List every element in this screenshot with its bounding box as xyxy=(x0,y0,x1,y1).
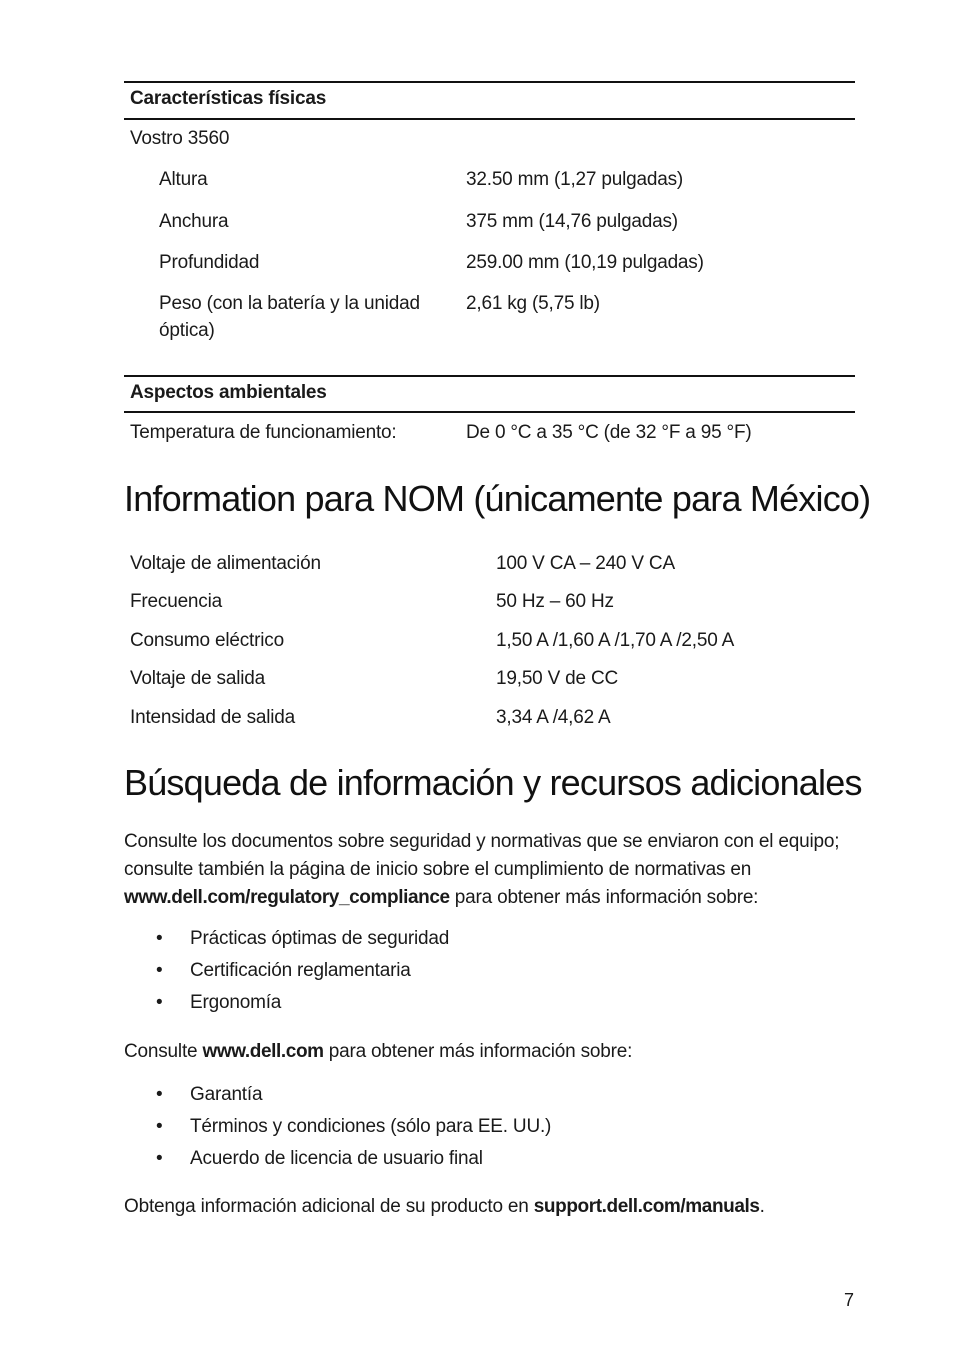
dell-link[interactable]: www.dell.com xyxy=(202,1041,324,1062)
para-text: . xyxy=(759,1196,765,1217)
nom-label: Voltaje de alimentación xyxy=(130,553,321,574)
spec-label: Profundidad xyxy=(159,252,260,273)
nom-label: Voltaje de salida xyxy=(130,668,265,689)
para-line xyxy=(124,884,864,912)
table-top-rule xyxy=(124,81,855,83)
bullet-dot: • xyxy=(156,960,163,981)
para-line: consulte también la página de inicio sobre el cumplimiento de normativas en xyxy=(124,859,752,880)
para-text: Consulte xyxy=(124,1041,203,1062)
env-top-rule xyxy=(124,375,855,377)
list-item: Certificación reglamentaria xyxy=(190,960,411,981)
spec-value: 375 mm (14,76 pulgadas) xyxy=(466,211,678,232)
nom-value: 3,34 A /4,62 A xyxy=(496,707,611,728)
resources-paragraph-2 xyxy=(124,1038,864,1066)
resources-paragraph-1 xyxy=(124,828,864,912)
bullet-dot: • xyxy=(156,1148,163,1169)
nom-value: 1,50 A /1,60 A /1,70 A /2,50 A xyxy=(496,630,735,651)
nom-value: 19,50 V de CC xyxy=(496,668,619,689)
spec-label: Altura xyxy=(159,169,208,190)
bullet-dot: • xyxy=(156,992,163,1013)
physical-section-header: Características físicas xyxy=(130,88,327,109)
spec-label: Peso (con la batería y la unidad xyxy=(159,293,420,314)
list-item: Prácticas óptimas de seguridad xyxy=(190,928,450,949)
page-number: 7 xyxy=(844,1290,854,1310)
bullet-dot: • xyxy=(156,1084,163,1105)
nom-label: Consumo eléctrico xyxy=(130,630,284,651)
manuals-link[interactable]: support.dell.com/manuals xyxy=(533,1196,760,1217)
bullet-dot: • xyxy=(156,1116,163,1137)
nom-label: Intensidad de salida xyxy=(130,707,296,728)
spec-value: 2,61 kg (5,75 lb) xyxy=(466,293,600,314)
spec-value: De 0 °C a 35 °C (de 32 °F a 95 °F) xyxy=(466,422,752,443)
para-text: para obtener más información sobre: xyxy=(323,1041,633,1062)
para-line: Consulte los documentos sobre seguridad y normativas que se enviaron con el equipo; xyxy=(124,831,840,852)
nom-value: 50 Hz – 60 Hz xyxy=(496,591,614,612)
env-header-rule xyxy=(124,411,855,413)
regulatory-compliance-link[interactable]: www.dell.com/regulatory_compliance xyxy=(124,887,450,908)
resources-heading: Búsqueda de información y recursos adicionales xyxy=(124,762,862,803)
resources-paragraph-3 xyxy=(124,1193,864,1221)
spec-value: 259.00 mm (10,19 pulgadas) xyxy=(466,252,704,273)
environment-section-header: Aspectos ambientales xyxy=(130,382,327,403)
spec-label: Temperatura de funcionamiento: xyxy=(130,422,397,443)
list-item: Términos y condiciones (sólo para EE. UU.) xyxy=(190,1116,552,1137)
nom-value: 100 V CA – 240 V CA xyxy=(496,553,675,574)
model-name: Vostro 3560 xyxy=(130,128,230,149)
spec-value: 32.50 mm (1,27 pulgadas) xyxy=(466,169,683,190)
spec-label: Anchura xyxy=(159,211,229,232)
list-item: Ergonomía xyxy=(190,992,282,1013)
para-text: para obtener más información sobre: xyxy=(449,887,759,908)
bullet-dot: • xyxy=(156,928,163,949)
nom-label: Frecuencia xyxy=(130,591,222,612)
para-text: Obtenga información adicional de su producto en xyxy=(124,1196,534,1217)
spec-label: óptica) xyxy=(159,320,215,341)
nom-heading: Information para NOM (únicamente para México) xyxy=(124,478,871,519)
list-item: Acuerdo de licencia de usuario final xyxy=(190,1148,483,1169)
table-header-rule xyxy=(124,118,855,120)
list-item: Garantía xyxy=(190,1084,263,1105)
